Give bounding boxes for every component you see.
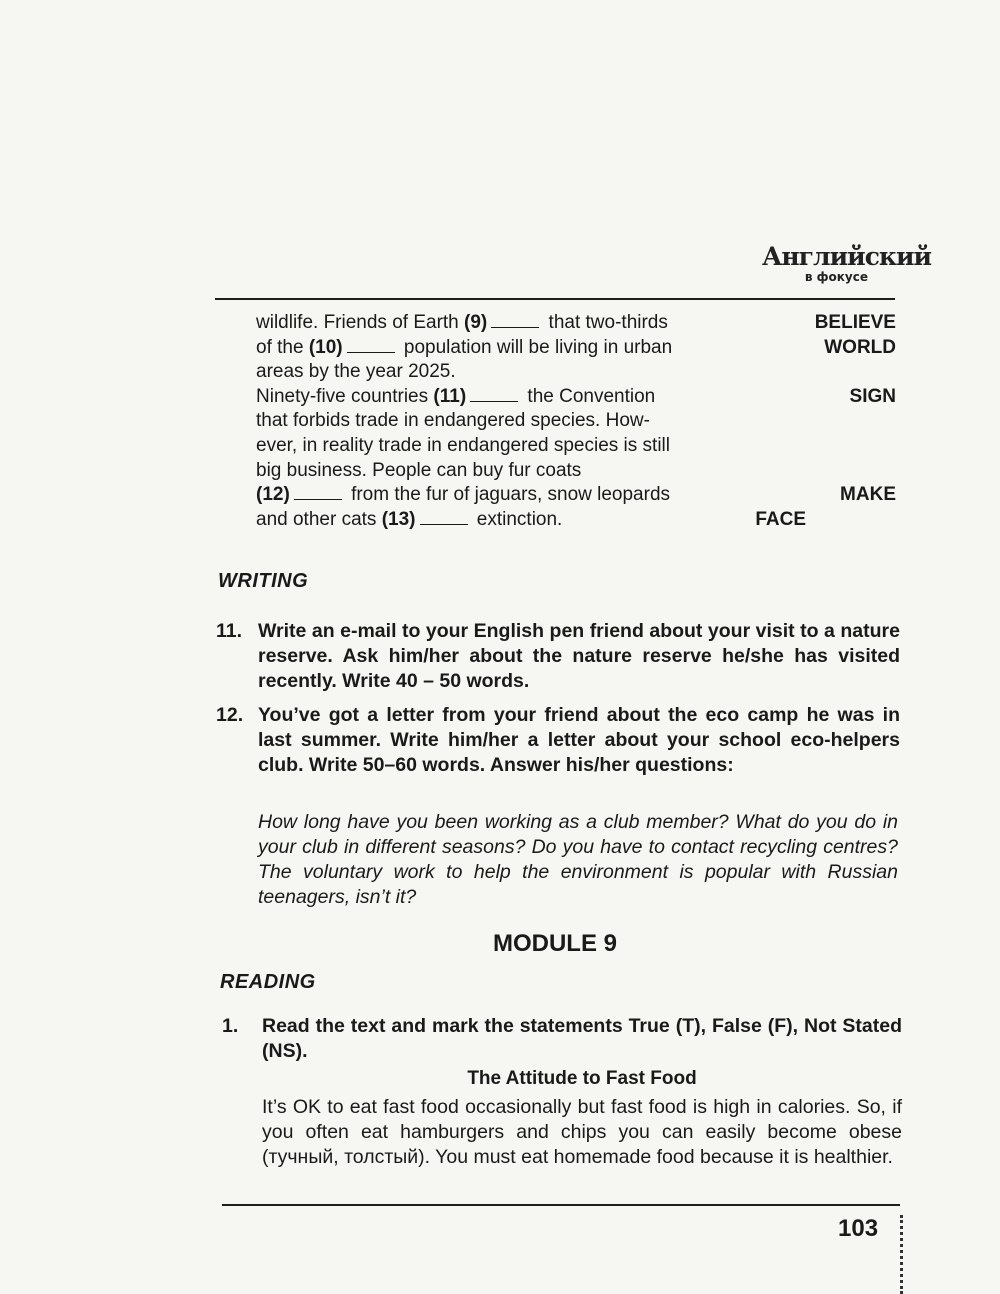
exercise-line bbox=[256, 336, 896, 360]
line-text-start: big business. People can buy fur coats bbox=[256, 459, 582, 481]
footer-rule bbox=[222, 1204, 900, 1206]
logo-subtitle: в фокусе bbox=[804, 270, 868, 284]
answer-blank[interactable] bbox=[491, 313, 539, 328]
task-11 bbox=[216, 619, 900, 694]
gap-number: (11) bbox=[433, 385, 467, 407]
gap-number: (12) bbox=[256, 484, 290, 506]
task-11-number: 11. bbox=[216, 620, 243, 642]
task-12-questions: How long have you been working as a club member? What do you do in your club in different seasons? Do you have to contact recycling centres? The voluntary work to help the environment is popular with Russian teenagers, isn’t it? bbox=[258, 811, 898, 908]
exercise-line-text bbox=[256, 483, 670, 507]
line-text-start: wildlife. Friends of Earth bbox=[256, 312, 465, 333]
reading-paragraph: It’s OK to eat fast food occasionally but fast food is high in calories. So, if you often eat hamburgers and chips you can easily become obese (тучный, толстый). You must eat homemade food because it is healthier. bbox=[262, 1096, 902, 1168]
line-text-start: that forbids trade in endangered species. How- bbox=[256, 410, 650, 432]
module-title-row bbox=[0, 930, 1000, 958]
word-formation-keyword: BELIEVE bbox=[814, 312, 896, 333]
line-text-start: of the bbox=[256, 336, 309, 358]
line-text-start: Ninety-five countries bbox=[256, 385, 434, 407]
exercise-line-text bbox=[256, 385, 655, 409]
exercise-line-text bbox=[256, 409, 650, 433]
exercise-line bbox=[256, 434, 896, 458]
exercise-line bbox=[256, 483, 896, 507]
textbook-logo bbox=[762, 242, 932, 284]
exercise-line-text bbox=[256, 434, 670, 458]
exercise-line bbox=[256, 360, 896, 384]
reading-heading: READING bbox=[220, 971, 316, 993]
logo-brand: Английский bbox=[762, 242, 932, 271]
exercise-line-text bbox=[256, 459, 581, 483]
writing-heading: WRITING bbox=[218, 570, 309, 592]
word-formation-keyword: FACE bbox=[755, 508, 806, 530]
exercise-line-text bbox=[256, 336, 672, 360]
reading-task-1 bbox=[222, 1014, 902, 1064]
exercise-line-text bbox=[256, 360, 456, 384]
task-11-text: Write an e-mail to your English pen friend about your visit to a nature reserve. Ask him/her about the nature reserve he/she has visited recently. Write 40 – 50 words. bbox=[258, 620, 900, 692]
exercise-line bbox=[256, 459, 896, 483]
exercise-line bbox=[256, 508, 896, 532]
exercise-line-text bbox=[256, 508, 562, 532]
exercise-line bbox=[256, 385, 896, 409]
exercise-line bbox=[256, 311, 896, 335]
answer-blank[interactable] bbox=[470, 387, 518, 402]
answer-blank[interactable] bbox=[420, 510, 468, 525]
line-text-start: ever, in reality trade in endangered species is still bbox=[256, 435, 671, 456]
task-12-number: 12. bbox=[216, 704, 244, 726]
answer-blank[interactable] bbox=[347, 338, 395, 353]
line-text-end: population will be living in urban bbox=[398, 336, 673, 358]
module-title: MODULE 9 bbox=[492, 930, 617, 957]
exercise-line-text bbox=[256, 311, 668, 335]
reading-task-1-number: 1. bbox=[222, 1015, 239, 1037]
word-formation-keyword: WORLD bbox=[824, 336, 896, 358]
line-text-end: from the fur of jaguars, snow leopards bbox=[345, 484, 671, 506]
text-title: The Attitude to Fast Food bbox=[467, 1068, 697, 1089]
line-text-end: that two-thirds bbox=[543, 312, 668, 333]
reading-task-1-text: Read the text and mark the statements True (T), False (F), Not Stated (NS). bbox=[262, 1015, 902, 1062]
line-text-end: the Convention bbox=[522, 385, 656, 407]
page-edge-dots bbox=[900, 1215, 903, 1294]
task-12-text: You’ve got a letter from your friend about the eco camp he was in last summer. Write him/her a letter about your school eco-helpers club. Write 50–60 words. Answer his/her questions: bbox=[258, 704, 900, 776]
gap-number: (10) bbox=[308, 336, 343, 358]
gap-number: (9) bbox=[464, 312, 488, 333]
line-text-start: areas by the year 2025. bbox=[256, 361, 456, 383]
gap-number: (13) bbox=[381, 508, 416, 530]
line-text-start: and other cats bbox=[256, 508, 382, 530]
page-number: 103 bbox=[838, 1215, 879, 1242]
exercise-line bbox=[256, 409, 896, 433]
task-12 bbox=[216, 703, 900, 778]
line-text-end: extinction. bbox=[471, 508, 563, 530]
word-formation-keyword: MAKE bbox=[840, 484, 896, 506]
answer-blank[interactable] bbox=[294, 485, 342, 500]
header-rule bbox=[215, 298, 895, 300]
word-formation-keyword: SIGN bbox=[849, 385, 896, 407]
